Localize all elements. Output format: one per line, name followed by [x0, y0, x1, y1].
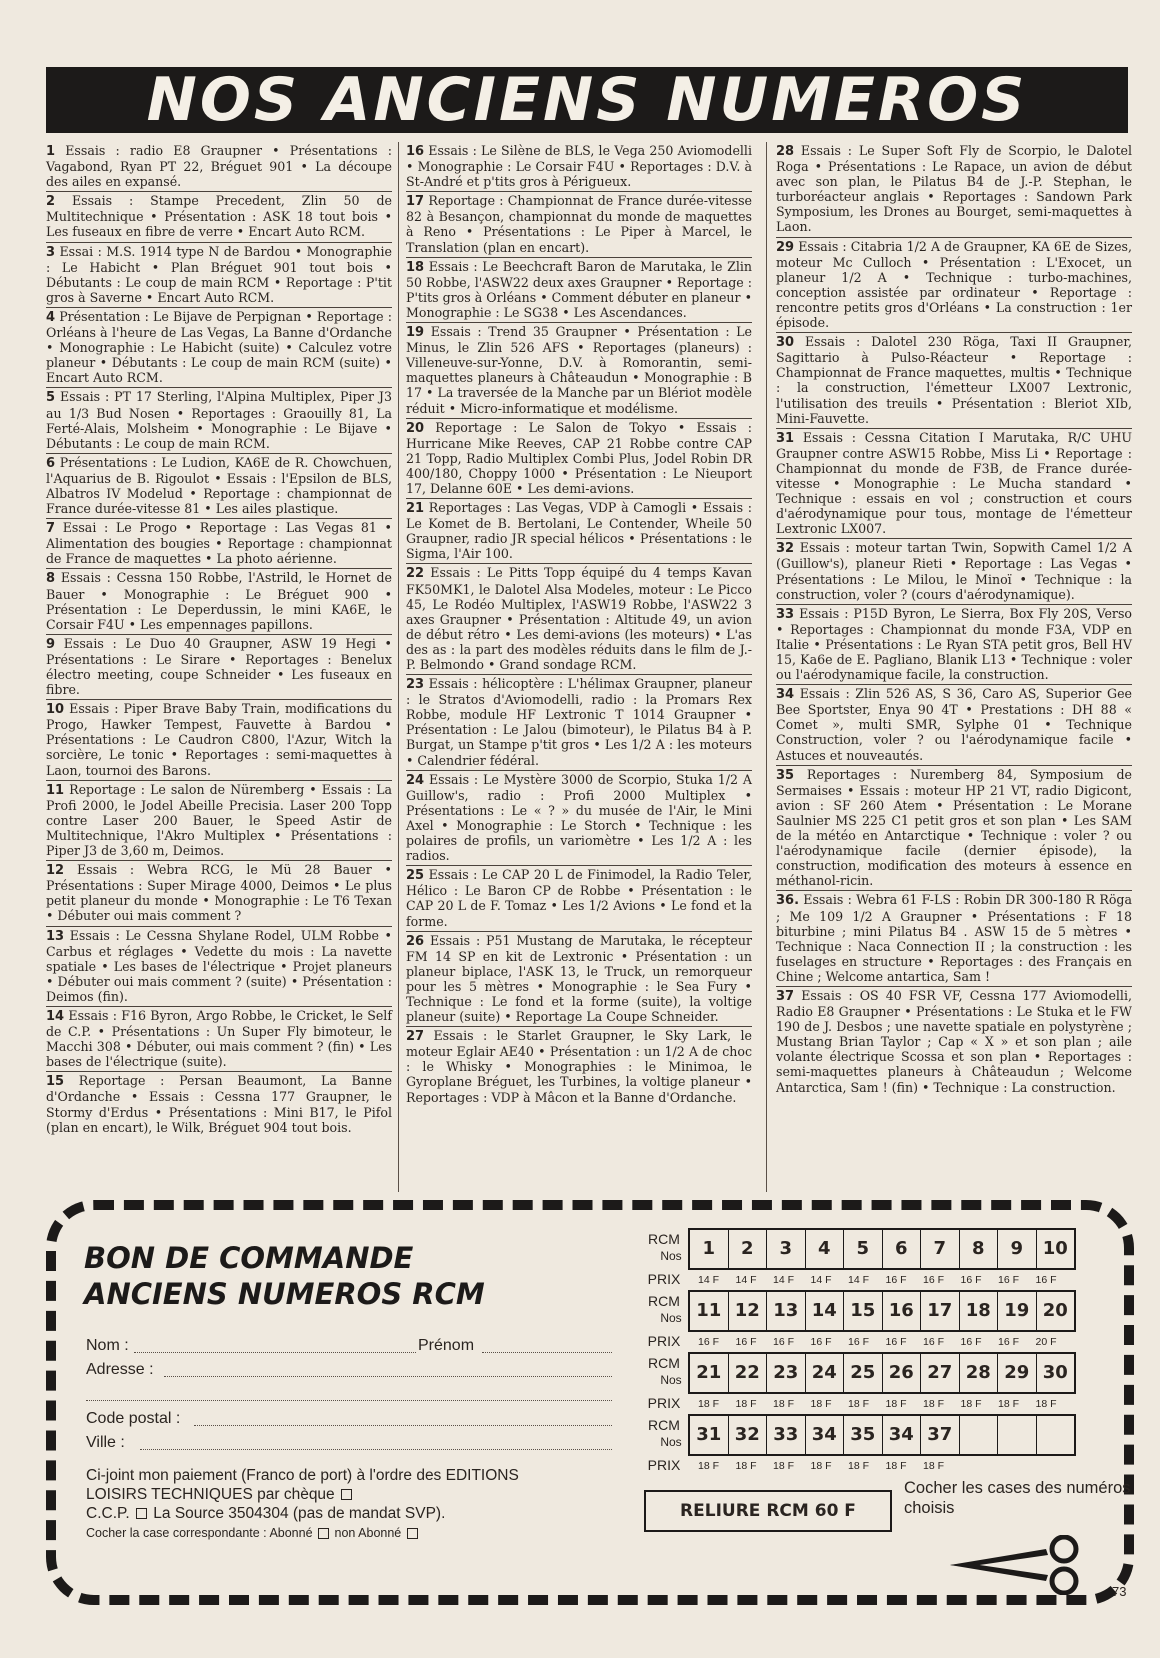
cheque-checkbox[interactable] — [341, 1489, 352, 1500]
issue-number: 28 — [776, 144, 795, 159]
issue-price: 16 F — [810, 1336, 832, 1348]
ccp-checkbox[interactable] — [136, 1508, 147, 1519]
issue-entry — [406, 192, 752, 257]
issue-contents: Reportages : Las Vegas, VDP à Camogli • Essais : Le Komet de B. Bertolani, Le Contender, Wheile 50 Graupner, radio JR special hélicos • Présentations : le Sigma, l'Air 100. — [406, 500, 752, 562]
issue-contents: Essais : Piper Brave Baby Train, modifications du Progo, Hawker Tempest, Fauvette à Bardou • Présentations : Le Caudron C800, l'Azur, Witch la sorcière, Le tonic • Reportages : semi-maquettes à Laon, tournoi des Barons. — [46, 701, 392, 778]
issue-price: 18 F — [885, 1398, 907, 1410]
issue-price: 20 F — [1035, 1336, 1057, 1348]
issue-price: 14 F — [810, 1274, 832, 1286]
issue-entry — [406, 499, 752, 564]
issue-number: 17 — [406, 194, 425, 210]
issue-entry — [406, 142, 752, 192]
issue-number: 31 — [776, 430, 795, 446]
issue-price: 14 F — [735, 1274, 757, 1286]
issue-entry — [776, 605, 1132, 685]
rcm-label: RCM — [648, 1417, 680, 1433]
issue-checkbox-cell[interactable]: 17 — [921, 1292, 960, 1330]
nos-label: Nos — [660, 1373, 682, 1387]
issue-entry — [46, 861, 392, 926]
issue-checkbox-cell[interactable] — [960, 1416, 999, 1454]
page-number: 73 — [1112, 1584, 1127, 1599]
issue-entry — [46, 243, 392, 308]
issue-entry — [776, 142, 1132, 238]
issue-checkbox-cell[interactable]: 25 — [844, 1354, 883, 1392]
rcm-label: RCM — [648, 1293, 680, 1309]
issue-price: 18 F — [697, 1460, 719, 1472]
issue-checkbox-cell[interactable]: 21 — [690, 1354, 729, 1392]
issue-checkbox-cell[interactable]: 15 — [844, 1292, 883, 1330]
issue-entry — [46, 635, 392, 700]
issue-price: 16 F — [697, 1336, 719, 1348]
issue-contents: Essais : Stampe Precedent, Zlin 50 de Multitechnique • Présentation : ASK 18 tout bois • Les fuseaux en fibre de verre • Encart Auto RCM. — [46, 193, 392, 240]
order-form-title-line2: ANCIENS NUMEROS RCM — [84, 1277, 485, 1311]
issue-number: 34 — [776, 687, 795, 703]
issue-number: 24 — [406, 772, 425, 788]
issue-entry — [406, 419, 752, 499]
issue-checkbox-cell[interactable]: 4 — [806, 1230, 845, 1268]
issue-number: 30 — [776, 335, 795, 351]
issue-contents: Essais : Trend 35 Graupner • Présentation : Le Minus, le Zlin 526 AFS • Reportages (planeurs) : Villeneuve-sur-Yonne, D.V. à Romorantin, semi-maquettes planeurs à Châteaudun • Monographie : B 17 • La traversée de la Manche par un Blériot modèle réduit • Micro-informatique et modélisme. — [406, 324, 752, 416]
issue-entry — [46, 142, 392, 192]
issue-number: 32 — [776, 541, 795, 557]
nos-label: Nos — [660, 1311, 682, 1325]
issue-checkbox-cell[interactable]: 1 — [690, 1230, 729, 1268]
issue-contents: Essais : P15D Byron, Le Sierra, Box Fly 20S, Verso • Reportages : Championnat du monde F3A, VDP en Italie • Présentations : Le Ryan STA petit gros, Bell HV 15, Ka6e de E. Pagliano, Blanik L13 • Technique : voler ou l'aérodynamique facile, la construction. — [776, 605, 1132, 683]
issue-checkbox-cell[interactable] — [998, 1416, 1037, 1454]
issue-price: 18 F — [922, 1398, 944, 1410]
issue-contents: Essais : Zlin 526 AS, S 36, Caro AS, Superior Gee Bee Sportster, Enya 90 4T • Prestations : DH 88 « Comet », multi SMR, Sylphe 01 • Technique Construction, voler ? ou l'aérodynamique facile • Astuces et nouveautés. — [776, 686, 1132, 763]
issue-checkbox-cell[interactable]: 30 — [1042, 1362, 1068, 1383]
ccp-details: La Source 3504304 (pas de mandat SVP). — [153, 1505, 446, 1522]
column-2 — [406, 142, 752, 1107]
issue-price: 16 F — [885, 1274, 907, 1286]
issue-number: 19 — [406, 325, 425, 341]
adresse-label: Adresse : — [86, 1361, 154, 1378]
issue-price: 16 F — [997, 1336, 1019, 1348]
issue-number: 2 — [46, 194, 56, 210]
issue-price: 18 F — [735, 1398, 757, 1410]
issue-price: 18 F — [772, 1398, 794, 1410]
issue-price: 18 F — [997, 1398, 1019, 1410]
issue-price: 16 F — [922, 1274, 944, 1286]
issue-checkbox-cell[interactable]: 23 — [767, 1354, 806, 1392]
issue-checkbox-cell[interactable]: 14 — [806, 1292, 845, 1330]
issue-checkbox-cell[interactable]: 8 — [960, 1230, 999, 1268]
issue-contents: Essais : OS 40 FSR VF, Cessna 177 Aviomodelli, Radio E8 Graupner • Présentations : Le Stuka et le FW 190 de J. Desbos ; une navette spatiale en polystyrène ; Mustang Brian Taylor ; Cap « X » et son plan ; aile volante électrique Scossa et son plan • Reportages : semi-maquettes planeurs à Châteaudun ; Welcome Antarctica, Sam ! (fin) • Technique : La construction. — [776, 987, 1132, 1095]
issue-contents: Essais : PT 17 Sterling, l'Alpina Multiplex, Piper J3 au 1/3 Bud Nosen • Reportages : Graouilly 81, La Ferté-Alais, Molsheim • Monographie : Le Bijave • Débutants : Le coup de main RCM. — [46, 389, 392, 451]
issue-price: 18 F — [697, 1398, 719, 1410]
issue-checkbox-cell[interactable] — [1037, 1416, 1075, 1454]
issue-contents: Essais : le Starlet Graupner, le Sky Lark, le moteur Eglair AE40 • Présentation : un 1/2 A de choc : le Whisky • Monographies : le Minimoa, le Gyroplane Bréguet, les Turbines, la voltige planeur • Reportages : VDP à Mâcon et la Banne d'Ordanche. — [406, 1028, 752, 1105]
issue-contents: Essais : radio E8 Graupner • Présentations : Vagabond, Ryan PT 22, Bréguet 901 • La découpe des ailes en expansé. — [46, 143, 392, 190]
issue-checkbox-cell[interactable]: 34 — [806, 1416, 845, 1454]
rcm-label: RCM — [648, 1355, 680, 1371]
issue-entry — [776, 987, 1132, 1097]
issue-price: 18 F — [810, 1398, 832, 1410]
issue-contents: Essais : Le Super Soft Fly de Scorpio, le Dalotel Roga • Présentations : Le Rapace, un avion de début avec son plan, le Pilatus B4 de J.-P. Stephan, le turboréacteur anglais • Reportages : Sandown Park Symposium, les Drones au Bourget, semi-maquettes à Laon. — [776, 143, 1132, 235]
issue-number: 4 — [46, 309, 56, 325]
issue-checkbox-cell[interactable]: 5 — [844, 1230, 883, 1268]
issue-checkbox-cell[interactable]: 22 — [729, 1354, 768, 1392]
code-postal-label: Code postal : — [86, 1410, 181, 1427]
issue-number: 11 — [46, 782, 65, 798]
issue-price: 18 F — [810, 1460, 832, 1472]
issue-number: 9 — [46, 636, 56, 652]
payment-text: Ci-joint mon paiement (Franco de port) à l'ordre des EDITIONS LOISIRS TECHNIQUES par chèque — [86, 1467, 519, 1503]
order-form-title-line1: BON DE COMMANDE — [84, 1241, 414, 1275]
issue-contents: Essais : Cessna Citation I Marutaka, R/C UHU Graupner contre ASW15 Robbe, Miss Li • Reportage : Championnat du monde de F3B, de France durée-vitesse • Monographie : Le Mucha standard • Technique : essais en vol ; construction et cours d'aérodynamique pour tous, montage de l'émetteur Lextronic LX007. — [776, 429, 1132, 537]
issue-number: 26 — [406, 933, 425, 949]
issue-checkbox-cell[interactable]: 33 — [767, 1416, 806, 1454]
ccp-label: C.C.P. — [86, 1505, 130, 1522]
issue-checkbox-cell[interactable]: 9 — [998, 1230, 1037, 1268]
issue-price: 18 F — [772, 1460, 794, 1472]
issue-price: 16 F — [997, 1274, 1019, 1286]
issue-number: 22 — [406, 566, 425, 582]
issue-entry — [46, 388, 392, 453]
issue-entry — [46, 1072, 392, 1136]
order-form-title — [84, 1240, 485, 1312]
issue-contents: Essais : P51 Mustang de Marutaka, le récepteur FM 14 SP en kit de Lextronic • Présentation : un planeur biplace, l'ASK 13, le Truck, un remorqueur pour les 5 mètres • Monographie : le Sea Fury • Technique : Le fond et la forme (suite), la voltige planeur (suite) • Reportage La Coupe Schneider. — [406, 932, 752, 1025]
issue-price: 16 F — [735, 1336, 757, 1348]
issue-entry — [406, 1027, 752, 1106]
nom-field[interactable] — [134, 1352, 416, 1353]
issue-contents: Essai : M.S. 1914 type N de Bardou • Monographie : Le Habicht • Plan Bréguet 901 tout bois • Débutants : Le coup de main RCM • Reportage : P'tit gros à Saverne • Encart Auto RCM. — [46, 243, 392, 305]
issue-checkbox-cell[interactable]: 26 — [883, 1354, 922, 1392]
issue-number: 10 — [46, 702, 65, 718]
non-abonne-label: non Abonné — [334, 1526, 402, 1540]
adresse-field[interactable] — [164, 1376, 612, 1377]
issue-contents: Essai : Le Progo • Reportage : Las Vegas 81 • Alimentation des bougies • Reportage : championnat de France de maquettes • La photo aérienne. — [46, 520, 392, 567]
reliure-checkbox-box[interactable]: RELIURE RCM 60 F — [644, 1490, 892, 1532]
issue-contents: Reportages : Nuremberg 84, Symposium de Sermaises • Essais : moteur HP 21 VT, radio Digicont, avion : SF 260 Atem • Présentation : Le Morane Saulnier MS 225 C1 petit gros et son plan • Les SAM de la météo en Antarctique • Technique : voler ? ou l'aérodynamique facile (dernier épisode), la construction, modification des moteurs à essence en méthanol-ricin. — [776, 766, 1132, 889]
issue-contents: Essais : Le Mystère 3000 de Scorpio, Stuka 1/2 A Guillow's, radio : Profi 2000 Multiplex • Présentations : Le « ? » du musée de l'Air, le Mini Axel • Monographie : Le Storch • Technique : les polaires de profils, un variomètre • Les 1/2 A : les radios. — [406, 771, 752, 864]
issue-number: 27 — [406, 1029, 425, 1045]
issue-checkbox-cell[interactable]: 3 — [767, 1230, 806, 1268]
issue-entry — [46, 454, 392, 519]
issue-entry — [776, 891, 1132, 987]
issue-entry — [46, 1007, 392, 1072]
issue-number: 21 — [406, 501, 425, 517]
abonne-label: Cocher la case correspondante : Abonné — [86, 1526, 313, 1540]
issue-price: 16 F — [960, 1274, 982, 1286]
issue-checkbox-cell[interactable]: 32 — [729, 1416, 768, 1454]
issue-number: 20 — [406, 420, 425, 436]
issue-number: 3 — [46, 244, 56, 260]
issue-checkbox-cell[interactable]: 6 — [883, 1230, 922, 1268]
issue-checkbox-cell[interactable]: 7 — [921, 1230, 960, 1268]
rcm-nos-label — [640, 1418, 688, 1449]
issue-contents: Reportage : Le salon de Nüremberg • Essais : La Profi 2000, le Jodel Abeille Precisia. Laser 200 Topp contre Laser 200 Bauer, le Speed Astir de Multitechnique, l'Akro Multiplex • Présentations : Piper J3 de 3,60 m, Deimos. — [46, 781, 392, 859]
ville-field[interactable] — [140, 1449, 612, 1450]
issue-entry — [406, 258, 752, 323]
issue-entry — [406, 564, 752, 675]
issue-number: 16 — [406, 144, 425, 159]
issue-checkbox-cell[interactable]: 34 — [883, 1416, 922, 1454]
issue-contents: Essais : Dalotel 230 Röga, Taxi II Graupner, Sagittario à Pulso-Réacteur • Reportage : Championnat de France maquettes, multis • Technique : la construction, l'émetteur LX007 Lextronic, l'utilisation des treuils • Présentation : Bleriot XIb, Mini-Fauvette. — [776, 334, 1132, 426]
issue-entry — [46, 308, 392, 388]
issue-contents: Présentations : Le Ludion, KA6E de R. Chowchuen, l'Aquarius de B. Rigoulot • Essais : l'Epsilon de BLS, Albatros IV Modelud • Reportage : championnat de France durée-vitesse 81 • Les ailes plastique. — [46, 454, 392, 517]
adresse-field-line2[interactable] — [86, 1400, 612, 1401]
issue-number: 36. — [776, 893, 800, 909]
issue-price: 14 F — [697, 1274, 719, 1286]
issue-number: 12 — [46, 863, 65, 879]
issue-number: 7 — [46, 521, 56, 537]
issue-price: 18 F — [960, 1398, 982, 1410]
issue-number: 23 — [406, 677, 425, 693]
issue-price: 14 F — [772, 1274, 794, 1286]
issue-number: 29 — [776, 239, 795, 255]
prenom-label: Prénom — [418, 1337, 475, 1354]
issue-checkbox-cell[interactable]: 37 — [921, 1416, 960, 1454]
issue-price: 16 F — [772, 1336, 794, 1348]
issue-checkbox-cell[interactable]: 16 — [883, 1292, 922, 1330]
issue-contents: Reportage : Le Salon de Tokyo • Essais : Hurricane Mike Reeves, CAP 21 Robbe contre CAP 21 Topp, Radio Multiplex Combi Plus, Jodel Robin DR 400/180, Choppy 1000 • Présentation : Le Nieuport 17, Delanne 60E • Les demi-avions. — [406, 419, 752, 496]
issue-number: 35 — [776, 767, 795, 783]
issue-contents: Essais : Cessna 150 Robbe, l'Astrild, le Hornet de Bauer • Monographie : Le Bréguet 900 • Présentation : Le Deperdussin, le mini KA6E, le Corsair F4U • Les empennages papillons. — [46, 570, 392, 632]
prenom-field[interactable] — [482, 1352, 612, 1353]
issue-entry — [776, 238, 1132, 334]
issue-entry — [46, 700, 392, 780]
prix-label: PRIX — [647, 1333, 681, 1349]
issue-checkbox-cell[interactable]: 24 — [806, 1354, 845, 1392]
prix-label: PRIX — [647, 1271, 681, 1287]
issue-contents: Essais : Le Beechcraft Baron de Marutaka, le Zlin 50 Robbe, l'ASW22 deux axes Graupner • Reportage : P'tits gros à Orléans • Comment débuter en planeur • Monographie : Le SG38 • Les Ascendances. — [406, 258, 752, 320]
issue-price: 18 F — [735, 1460, 757, 1472]
back-issues-list — [46, 142, 1132, 1192]
issue-checkbox-cell[interactable]: 18 — [960, 1292, 999, 1330]
issue-number: 5 — [46, 390, 56, 406]
issue-entry — [406, 323, 752, 419]
code-postal-field[interactable] — [194, 1425, 612, 1426]
issue-checkbox-row — [688, 1414, 1076, 1456]
issue-entry — [46, 781, 392, 861]
issue-checkbox-cell[interactable]: 28 — [960, 1354, 999, 1392]
issue-entry — [406, 866, 752, 931]
nos-label: Nos — [660, 1249, 682, 1263]
prix-label: PRIX — [647, 1457, 681, 1473]
issue-price: 16 F — [922, 1336, 944, 1348]
issue-price: 16 F — [847, 1336, 869, 1348]
issue-contents: Essais : Webra 61 F-LS : Robin DR 300-180 R Röga ; Me 109 1/2 A Graupner • Présentations : F 18 biturbine ; mini Pilatus B4 . ASW 15 de 5 mètres • Technique : Naca Connection II ; la construction : les fuselages en structure • Reportages : des Français en Chine ; Welcome antartica, Sam ! — [776, 892, 1132, 984]
issue-contents: Reportage : Championnat de France durée-vitesse 82 à Besançon, championnat du monde de maquettes à Reno • Présentations : Le Piper à Marcel, le Translation (plan en encart). — [406, 193, 752, 255]
issue-price: 18 F — [847, 1398, 869, 1410]
issue-number: 1 — [46, 144, 56, 159]
nos-label: Nos — [660, 1435, 682, 1449]
issue-contents: Essais : Le CAP 20 L de Finimodel, la Radio Teler, Hélico : Le Baron CP de Robbe • Présentation : le CAP 20 L de F. Tomaz • Les 1/2 Avions • Le fond et la forme. — [406, 867, 752, 929]
cocher-cases-note: Cocher les cases des numéros choisis — [904, 1479, 1131, 1517]
issue-entry — [776, 539, 1132, 604]
issue-entry — [776, 429, 1132, 540]
subscriber-choice — [86, 1526, 420, 1540]
issue-number: 6 — [46, 455, 56, 471]
issue-price: 16 F — [1035, 1274, 1057, 1286]
issue-checkbox-cell[interactable]: 29 — [998, 1354, 1037, 1392]
payment-instructions — [86, 1466, 526, 1523]
issue-checkbox-row — [688, 1228, 1076, 1270]
prix-label: PRIX — [647, 1395, 681, 1411]
scissors-icon — [946, 1535, 1096, 1595]
issue-number: 8 — [46, 571, 56, 587]
issue-price: 14 F — [847, 1274, 869, 1286]
issue-checkbox-cell[interactable]: 20 — [1042, 1300, 1068, 1321]
issue-number: 15 — [46, 1074, 65, 1090]
issue-entry — [46, 519, 392, 569]
issue-price: 18 F — [922, 1460, 944, 1472]
issue-contents: Essais : hélicoptère : L'hélimax Graupner, planeur : le Stratos d'Aviomodelli, radio : la Promars Rex Robbe, module HF Lextronic T 1014 Graupner • Présentation : Le Jalou (bimoteur), le Pilatus B4 à P. Burgat, un Stampe p'tit gros • Les 1/2 A : les moteurs • Calendrier fédéral. — [406, 676, 752, 768]
issue-price: 16 F — [960, 1336, 982, 1348]
issue-checkbox-cell[interactable]: 10 — [1042, 1238, 1068, 1259]
column-3 — [776, 142, 1132, 1097]
issue-entry — [406, 932, 752, 1028]
issue-checkbox-cell[interactable]: 11 — [690, 1292, 729, 1330]
issue-contents: Essais : Le Silène de BLS, le Vega 250 Aviomodelli • Monographie : Le Corsair F4U • Reportages : D.V. à St-André et p'tits gros à Périgueux. — [406, 143, 752, 190]
issue-checkbox-cell[interactable]: 31 — [690, 1416, 729, 1454]
rcm-nos-label — [640, 1232, 688, 1263]
rcm-nos-label — [640, 1356, 688, 1387]
issue-checkbox-cell[interactable]: 12 — [729, 1292, 768, 1330]
issue-entry — [46, 192, 392, 242]
issue-checkbox-cell[interactable]: 19 — [998, 1292, 1037, 1330]
issue-number: 14 — [46, 1008, 65, 1024]
issue-contents: Présentation : Le Bijave de Perpignan • Reportage : Orléans à l'heure de Las Vegas, La Banne d'Ordanche • Monographie : Le Habicht (suite) • Calculez votre planeur • Débutants : Le coup de main RCM (suite) • Encart Auto RCM. — [46, 308, 392, 386]
issue-checkbox-cell[interactable]: 35 — [844, 1416, 883, 1454]
issue-price: 18 F — [847, 1460, 869, 1472]
issue-entry — [776, 766, 1132, 892]
issue-number: 37 — [776, 988, 795, 1004]
column-1 — [46, 142, 392, 1137]
issue-entry — [776, 333, 1132, 429]
ville-label: Ville : — [86, 1434, 125, 1451]
non-abonne-checkbox[interactable] — [407, 1528, 418, 1539]
issue-price: 18 F — [885, 1460, 907, 1472]
issue-contents: Essais : F16 Byron, Argo Robbe, le Cricket, le Self de C.P. • Présentations : Un Super Fly bimoteur, le Macchi 308 • Débuter, oui mais comment ? (fin) • Les bases de l'électrique (suite). — [46, 1007, 392, 1070]
issue-number: 33 — [776, 606, 795, 622]
issue-contents: Essais : moteur tartan Twin, Sopwith Camel 1/2 A (Guillow's), planeur Rieti • Reportage : Las Vegas • Présentations : Le Milou, le Minoï • Technique : la construction, voler ? (cours d'aérodynamique). — [776, 540, 1132, 602]
issue-entry — [46, 569, 392, 634]
issue-checkbox-cell[interactable]: 2 — [729, 1230, 768, 1268]
issue-checkbox-cell[interactable]: 27 — [921, 1354, 960, 1392]
issue-contents: Essais : Le Cessna Shylane Rodel, ULM Robbe • Carbus et réglages • Vedette du mois : La navette spatiale • Les bases de l'électrique • Projet planeurs • Débuter oui mais comment ? (suite) • Présentation : Deimos (fin). — [46, 927, 392, 1004]
rcm-nos-label — [640, 1294, 688, 1325]
issue-entry — [406, 675, 752, 771]
issue-contents: Essais : Le Duo 40 Graupner, ASW 19 Hegi • Présentations : Le Sirare • Reportages : Benelux électro meeting, coupe Schneider • Les fuseaux en fibre. — [46, 635, 392, 698]
abonne-checkbox[interactable] — [318, 1528, 329, 1539]
issue-number: 25 — [406, 868, 425, 884]
issue-checkbox-row — [688, 1290, 1076, 1332]
issue-number: 13 — [46, 928, 65, 944]
issue-checkbox-row — [688, 1352, 1076, 1394]
column-divider — [766, 142, 767, 1192]
issue-entry — [46, 927, 392, 1007]
issue-price: 18 F — [1035, 1398, 1057, 1410]
rcm-label: RCM — [648, 1231, 680, 1247]
issue-contents: Reportage : Persan Beaumont, La Banne d'Ordanche • Essais : Cessna 177 Graupner, le Stormy d'Erdus • Présentations : Mini B17, le Pifol (plan en encart), le Wilk, Bréguet 904 tout bois. — [46, 1073, 392, 1135]
issue-contents: Essais : Le Pitts Topp équipé du 4 temps Kavan FK50MK1, le Dalotel Alsa Modeles, moteur : Le Picco 45, Le Rodéo Multiplex, l'ASW19 Robbe, l'ASW22 3 axes Graupner • Présentation : Altitude 49, un avion de début rétro • Les demi-avions (les moteurs) • L'as des as : la part des modèles réduits dans le film de J.-P. Belmondo • Grand sondage RCM. — [406, 565, 752, 672]
issue-contents: Essais : Citabria 1/2 A de Graupner, KA 6E de Sizes, moteur Mc Culloch • Présentation : L'Exocet, un planeur 1/2 A • Technique : turbo-machines, conception assistée par ordinateur • Reportage : rencontre petits gros d'Orléans • La construction : 1er épisode. — [776, 238, 1132, 331]
issue-price: 16 F — [885, 1336, 907, 1348]
page-banner-title: NOS ANCIENS NUMEROS — [46, 67, 1128, 133]
issue-contents: Essais : Webra RCG, le Mü 28 Bauer • Présentations : Super Mirage 4000, Deimos • Le plus petit planeur du monde • Monographie : Le T6 Texan • Débuter oui mais comment ? — [46, 862, 392, 924]
issue-entry — [406, 771, 752, 867]
column-divider — [398, 142, 399, 1192]
issue-checkbox-cell[interactable]: 13 — [767, 1292, 806, 1330]
issue-entry — [776, 685, 1132, 765]
issue-number: 18 — [406, 259, 425, 275]
nom-label: Nom : — [86, 1337, 129, 1354]
